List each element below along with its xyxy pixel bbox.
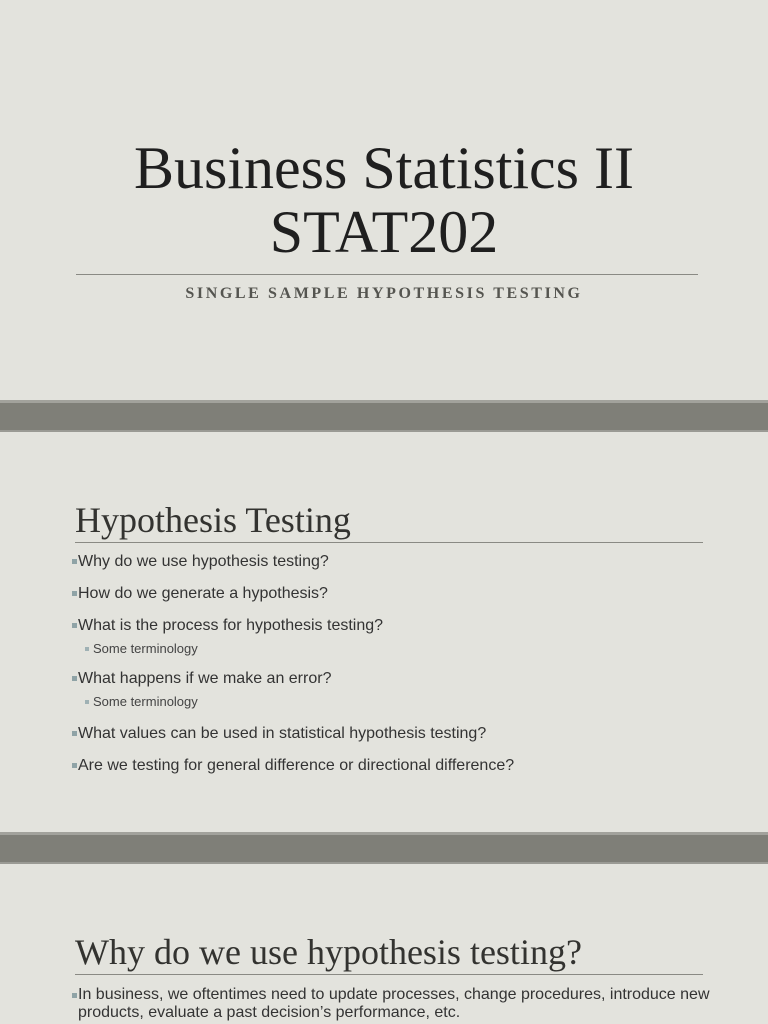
bullet-item: What happens if we make an error? <box>70 669 331 689</box>
slide-separator <box>0 832 768 864</box>
heading-divider <box>75 974 703 975</box>
title-divider <box>76 274 698 275</box>
slide-subtitle: SINGLE SAMPLE HYPOTHESIS TESTING <box>185 285 583 302</box>
bullet-item: What is the process for hypothesis testing? <box>70 616 383 636</box>
slide-separator <box>0 400 768 432</box>
content-slide <box>0 864 768 1024</box>
slide-title <box>0 136 768 264</box>
bullet-item: How do we generate a hypothesis? <box>70 584 328 604</box>
bullet-item: What values can be used in statistical hypothesis testing? <box>70 724 486 744</box>
slide-heading: Hypothesis Testing <box>75 500 351 540</box>
sub-bullet-item: Some terminology <box>70 694 198 710</box>
title-line-2: STAT202 <box>269 199 499 265</box>
bullet-item: Are we testing for general difference or directional difference? <box>70 756 514 776</box>
heading-divider <box>75 542 703 543</box>
bullet-item: In business, we oftentimes need to update processes, change procedures, introduce new products, evaluate a past decision’s performance, etc. <box>70 986 718 1022</box>
agenda-slide <box>0 432 768 832</box>
title-line-1: Business Statistics II <box>133 135 634 201</box>
slide-heading: Why do we use hypothesis testing? <box>75 932 582 972</box>
title-slide <box>0 0 768 400</box>
bullet-item: Why do we use hypothesis testing? <box>70 552 329 572</box>
sub-bullet-item: Some terminology <box>70 641 198 657</box>
